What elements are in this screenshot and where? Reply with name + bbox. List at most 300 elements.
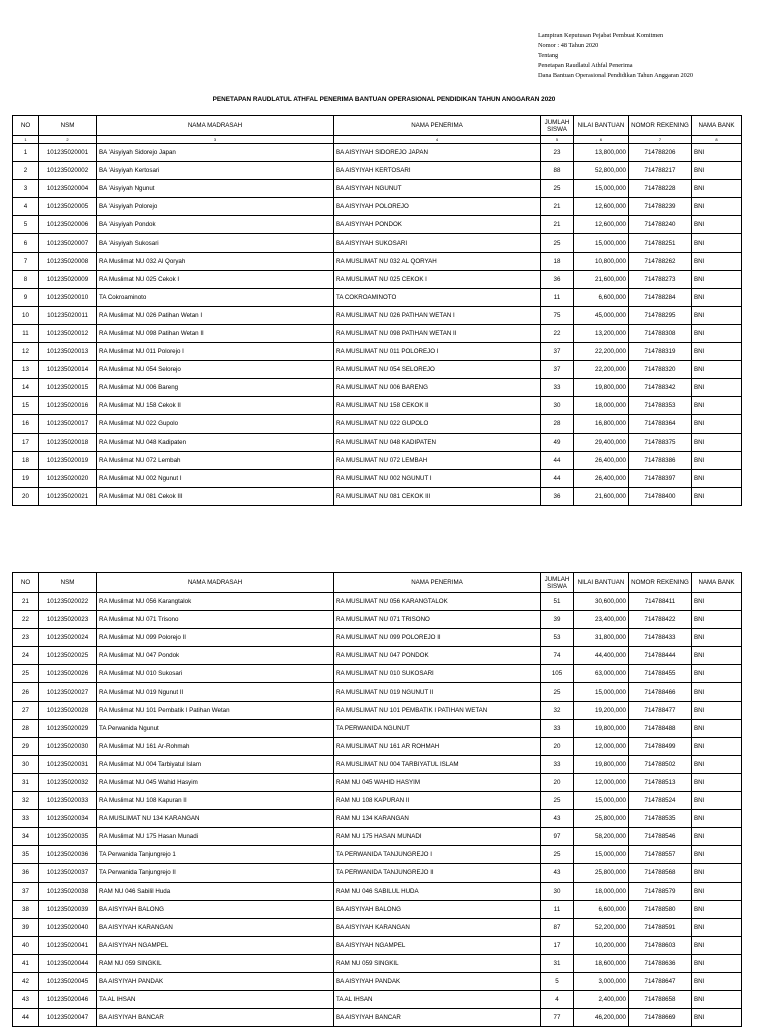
cell-nama-penerima: TA PERWANIDA TANJUNGREJO I [334,846,541,864]
cell-nilai-bantuan: 52,800,000 [574,162,629,180]
cell-nsm: 101235020010 [39,288,97,306]
cell-nomor-rekening: 714788319 [629,343,692,361]
cell-nama-bank: BNI [692,683,742,701]
cell-nilai-bantuan: 12,000,000 [574,773,629,791]
cell-jumlah-siswa: 21 [541,198,574,216]
cell-jumlah-siswa: 51 [541,593,574,611]
column-number-row [13,136,742,144]
cell-nilai-bantuan: 15,000,000 [574,180,629,198]
cell-nomor-rekening: 714788444 [629,647,692,665]
cell-nomor-rekening: 714788669 [629,1009,692,1027]
cell-nomor-rekening: 714788411 [629,593,692,611]
cell-no: 15 [13,397,39,415]
cell-nilai-bantuan: 13,200,000 [574,324,629,342]
cell-nilai-bantuan: 58,200,000 [574,828,629,846]
cell-nama-penerima: BA AISYIYAH KARANGAN [334,918,541,936]
cell-jumlah-siswa: 77 [541,1009,574,1027]
cell-nomor-rekening: 714788603 [629,936,692,954]
cell-nilai-bantuan: 22,200,000 [574,361,629,379]
table-row [13,846,742,864]
cell-no: 20 [13,487,39,505]
cell-nsm: 101235020038 [39,882,97,900]
cell-nama-penerima: RA MUSLIMAT NU 048 KADIPATEN [334,433,541,451]
cell-nsm: 101235020005 [39,198,97,216]
cell-nomor-rekening: 714788386 [629,451,692,469]
cell-nsm: 101235020020 [39,469,97,487]
cell-no: 28 [13,719,39,737]
cell-nilai-bantuan: 25,800,000 [574,810,629,828]
cell-nomor-rekening: 714788524 [629,792,692,810]
cell-nilai-bantuan: 46,200,000 [574,1009,629,1027]
cell-no: 24 [13,647,39,665]
cell-nsm: 101235020015 [39,379,97,397]
header-nomor-rekening: NOMOR REKENING [629,573,692,593]
column-number: 7 [629,136,692,144]
cell-no: 27 [13,701,39,719]
cell-nilai-bantuan: 21,600,000 [574,487,629,505]
column-number: 6 [574,136,629,144]
cell-nama-penerima: RA MUSLIMAT NU 032 AL QORYAH [334,252,541,270]
cell-nsm: 101235020006 [39,216,97,234]
cell-nama-madrasah: RA Muslimat NU 047 Pondok [97,647,334,665]
cell-jumlah-siswa: 43 [541,810,574,828]
cell-nama-penerima: TA AL IHSAN [334,991,541,1009]
header-row [13,573,742,593]
cell-nsm: 101235020046 [39,991,97,1009]
cell-nsm: 101235020009 [39,270,97,288]
cell-nama-bank: BNI [692,882,742,900]
column-number: 1 [13,136,39,144]
cell-no: 19 [13,469,39,487]
cell-nilai-bantuan: 19,200,000 [574,701,629,719]
cell-nama-penerima: BA AISYIYAH PONDOK [334,216,541,234]
cell-jumlah-siswa: 33 [541,379,574,397]
cell-nomor-rekening: 714788591 [629,918,692,936]
cell-nama-bank: BNI [692,252,742,270]
cell-nama-penerima: RAM NU 046 SABILUL HUDA [334,882,541,900]
lampiran-line: Dana Bantuan Operasional Pendidikan Tahun Anggaran 2020 [538,72,694,79]
cell-nama-penerima: RA MUSLIMAT NU 072 LEMBAH [334,451,541,469]
cell-no: 25 [13,665,39,683]
cell-nilai-bantuan: 44,400,000 [574,647,629,665]
cell-nama-bank: BNI [692,737,742,755]
cell-jumlah-siswa: 22 [541,324,574,342]
table-row [13,792,742,810]
cell-nilai-bantuan: 63,000,000 [574,665,629,683]
table-row [13,683,742,701]
table-row [13,324,742,342]
table-row [13,252,742,270]
cell-no: 16 [13,415,39,433]
cell-nama-bank: BNI [692,379,742,397]
cell-nsm: 101235020047 [39,1009,97,1027]
cell-no: 11 [13,324,39,342]
cell-nama-bank: BNI [692,936,742,954]
cell-nama-madrasah: RA Muslimat NU 072 Lembah [97,451,334,469]
cell-no: 4 [13,198,39,216]
cell-nama-bank: BNI [692,918,742,936]
table-row [13,918,742,936]
lampiran-line: Lampiran Keputusan Pejabat Pembuat Komitmen [538,32,664,39]
cell-jumlah-siswa: 25 [541,234,574,252]
cell-jumlah-siswa: 23 [541,144,574,162]
cell-nama-madrasah: TA Perwanida Ngunut [97,719,334,737]
cell-nama-bank: BNI [692,397,742,415]
cell-nomor-rekening: 714788240 [629,216,692,234]
cell-nama-bank: BNI [692,972,742,990]
cell-nama-madrasah: BA AISYIYAH BALONG [97,900,334,918]
cell-nama-penerima: BA AISYIYAH KERTOSARI [334,162,541,180]
cell-nama-bank: BNI [692,792,742,810]
cell-no: 35 [13,846,39,864]
header-jumlah-siswa-line-2: SISWA [547,582,567,590]
header-jumlah-siswa [541,116,574,136]
cell-nsm: 101235020026 [39,665,97,683]
cell-nama-penerima: RA MUSLIMAT NU 006 BARENG [334,379,541,397]
cell-nama-bank: BNI [692,846,742,864]
cell-jumlah-siswa: 32 [541,701,574,719]
table-row [13,954,742,972]
cell-nilai-bantuan: 23,400,000 [574,611,629,629]
cell-nama-bank: BNI [692,611,742,629]
cell-nama-penerima: BA AISYIYAH BANCAR [334,1009,541,1027]
cell-nsm: 101235020025 [39,647,97,665]
header-jumlah-siswa-line-2: SISWA [547,125,567,133]
cell-nama-bank: BNI [692,991,742,1009]
table-body [13,593,742,1027]
header-nilai-bantuan: NILAI BANTUAN [574,573,629,593]
cell-jumlah-siswa: 21 [541,216,574,234]
table-row [13,487,742,505]
cell-nama-bank: BNI [692,629,742,647]
table-row [13,198,742,216]
cell-nsm: 101235020028 [39,701,97,719]
cell-nilai-bantuan: 13,800,000 [574,144,629,162]
cell-nama-penerima: RA MUSLIMAT NU 026 PATIHAN WETAN I [334,306,541,324]
cell-nsm: 101235020037 [39,864,97,882]
table-row [13,397,742,415]
cell-nomor-rekening: 714788342 [629,379,692,397]
table-row [13,433,742,451]
cell-nama-madrasah: RA Muslimat NU 026 Patihan Wetan I [97,306,334,324]
table-row [13,991,742,1009]
table-body [13,144,742,506]
cell-nama-bank: BNI [692,487,742,505]
cell-jumlah-siswa: 20 [541,773,574,791]
cell-nama-madrasah: RA Muslimat NU 099 Polorejo II [97,629,334,647]
cell-nilai-bantuan: 19,800,000 [574,755,629,773]
cell-nama-madrasah: RA Muslimat NU 054 Selorejo [97,361,334,379]
cell-jumlah-siswa: 30 [541,397,574,415]
cell-jumlah-siswa: 75 [541,306,574,324]
cell-nama-penerima: TA COKROAMINOTO [334,288,541,306]
cell-nilai-bantuan: 18,600,000 [574,954,629,972]
cell-nilai-bantuan: 26,400,000 [574,469,629,487]
table-row [13,773,742,791]
cell-no: 39 [13,918,39,936]
lampiran-block [538,31,762,81]
cell-nsm: 101235020021 [39,487,97,505]
cell-nomor-rekening: 714788364 [629,415,692,433]
table-row [13,810,742,828]
column-number: 8 [692,136,742,144]
cell-jumlah-siswa: 33 [541,755,574,773]
cell-no: 13 [13,361,39,379]
column-number: 3 [97,136,334,144]
cell-nama-penerima: RA MUSLIMAT NU 056 KARANGTALOK [334,593,541,611]
cell-nama-madrasah: RA Muslimat NU 056 Karangtalok [97,593,334,611]
cell-nilai-bantuan: 12,600,000 [574,216,629,234]
cell-nilai-bantuan: 22,200,000 [574,343,629,361]
cell-nilai-bantuan: 19,800,000 [574,719,629,737]
cell-nsm: 101235020029 [39,719,97,737]
cell-nilai-bantuan: 12,600,000 [574,198,629,216]
cell-nama-penerima: RA MUSLIMAT NU 101 PEMBATIK I PATIHAN WETAN [334,701,541,719]
cell-nama-bank: BNI [692,361,742,379]
cell-nama-madrasah: RA Muslimat NU 098 Patihan Wetan II [97,324,334,342]
table-row [13,882,742,900]
cell-nama-madrasah: RAM NU 059 SINGKIL [97,954,334,972]
cell-nsm: 101235020045 [39,972,97,990]
cell-nama-penerima: BA AISYIYAH BALONG [334,900,541,918]
cell-no: 7 [13,252,39,270]
header-nilai-bantuan: NILAI BANTUAN [574,116,629,136]
cell-nomor-rekening: 714788488 [629,719,692,737]
cell-nama-madrasah: RA Muslimat NU 010 Sukosari [97,665,334,683]
cell-jumlah-siswa: 30 [541,882,574,900]
cell-no: 36 [13,864,39,882]
cell-nama-penerima: RA MUSLIMAT NU 025 CEKOK I [334,270,541,288]
cell-nama-madrasah: RA Muslimat NU 006 Bareng [97,379,334,397]
cell-jumlah-siswa: 43 [541,864,574,882]
cell-jumlah-siswa: 25 [541,180,574,198]
cell-nama-bank: BNI [692,270,742,288]
cell-nama-bank: BNI [692,1009,742,1027]
cell-nama-madrasah: RA Muslimat NU 019 Ngunut II [97,683,334,701]
table-row [13,701,742,719]
cell-nama-bank: BNI [692,180,742,198]
cell-nama-madrasah: BA AISYIYAH PANDAK [97,972,334,990]
cell-nama-madrasah: RA Muslimat NU 022 Gupolo [97,415,334,433]
cell-no: 41 [13,954,39,972]
cell-nilai-bantuan: 21,600,000 [574,270,629,288]
cell-nilai-bantuan: 31,800,000 [574,629,629,647]
cell-nsm: 101235020035 [39,828,97,846]
column-number: 4 [334,136,541,144]
cell-no: 22 [13,611,39,629]
table-row [13,828,742,846]
cell-nama-madrasah: TA Perwanida Tanjungrejo II [97,864,334,882]
cell-nomor-rekening: 714788477 [629,701,692,719]
cell-nama-madrasah: BA AISYIYAH NGAMPEL [97,936,334,954]
cell-nama-madrasah: RA Muslimat NU 048 Kadipaten [97,433,334,451]
cell-nama-madrasah: BA AISYIYAH BANCAR [97,1009,334,1027]
cell-nomor-rekening: 714788320 [629,361,692,379]
cell-nomor-rekening: 714788466 [629,683,692,701]
cell-nomor-rekening: 714788295 [629,306,692,324]
cell-no: 40 [13,936,39,954]
table-row [13,611,742,629]
cell-nama-madrasah: RA Muslimat NU 002 Ngunut I [97,469,334,487]
cell-nama-penerima: BA AISYIYAH NGUNUT [334,180,541,198]
header-nomor-rekening: NOMOR REKENING [629,116,692,136]
cell-nsm: 101235020002 [39,162,97,180]
cell-nsm: 101235020007 [39,234,97,252]
cell-nama-penerima: RA MUSLIMAT NU 019 NGUNUT II [334,683,541,701]
header-nsm: NSM [39,116,97,136]
cell-nama-penerima: RA MUSLIMAT NU 002 NGUNUT I [334,469,541,487]
header-nama-bank: NAMA BANK [692,116,742,136]
cell-nama-madrasah: BA 'Aisyiyah Sidorejo Japan [97,144,334,162]
cell-nama-bank: BNI [692,719,742,737]
cell-nomor-rekening: 714788513 [629,773,692,791]
header-row [13,116,742,136]
cell-nilai-bantuan: 52,200,000 [574,918,629,936]
table-row [13,469,742,487]
cell-nilai-bantuan: 12,000,000 [574,737,629,755]
cell-nama-bank: BNI [692,324,742,342]
cell-nama-madrasah: TA AL IHSAN [97,991,334,1009]
cell-nama-penerima: RAM NU 059 SINGKIL [334,954,541,972]
table-row [13,451,742,469]
table-row [13,755,742,773]
cell-nilai-bantuan: 29,400,000 [574,433,629,451]
header-jumlah-siswa-line-1: JUMLAH [544,118,570,126]
cell-nomor-rekening: 714788308 [629,324,692,342]
cell-no: 2 [13,162,39,180]
cell-nsm: 101235020019 [39,451,97,469]
cell-no: 30 [13,755,39,773]
cell-no: 6 [13,234,39,252]
cell-jumlah-siswa: 18 [541,252,574,270]
cell-jumlah-siswa: 74 [541,647,574,665]
cell-nama-bank: BNI [692,216,742,234]
cell-nama-bank: BNI [692,828,742,846]
cell-no: 1 [13,144,39,162]
cell-nama-madrasah: BA 'Aisyiyah Ngunut [97,180,334,198]
cell-jumlah-siswa: 5 [541,972,574,990]
cell-nomor-rekening: 714788546 [629,828,692,846]
cell-nama-bank: BNI [692,864,742,882]
header-no: NO [13,573,39,593]
cell-jumlah-siswa: 97 [541,828,574,846]
cell-jumlah-siswa: 28 [541,415,574,433]
cell-nsm: 101235020001 [39,144,97,162]
cell-nama-madrasah: RA Muslimat NU 045 Wahid Hasyim [97,773,334,791]
cell-nama-bank: BNI [692,701,742,719]
cell-nama-bank: BNI [692,433,742,451]
cell-nama-madrasah: TA Cokroaminoto [97,288,334,306]
cell-nsm: 101235020008 [39,252,97,270]
cell-nomor-rekening: 714788647 [629,972,692,990]
cell-nama-madrasah: RA Muslimat NU 032 Al Qoryah [97,252,334,270]
cell-nama-penerima: RAM NU 175 HASAN MUNADI [334,828,541,846]
cell-nama-madrasah: TA Perwanida Tanjungrejo 1 [97,846,334,864]
cell-jumlah-siswa: 44 [541,451,574,469]
table-row [13,936,742,954]
cell-nomor-rekening: 714788400 [629,487,692,505]
cell-jumlah-siswa: 25 [541,792,574,810]
table-row [13,1009,742,1027]
cell-nama-madrasah: RA Muslimat NU 071 Trisono [97,611,334,629]
cell-jumlah-siswa: 53 [541,629,574,647]
cell-nilai-bantuan: 18,000,000 [574,397,629,415]
cell-no: 26 [13,683,39,701]
header-jumlah-siswa-line-1: JUMLAH [544,575,570,583]
table-row [13,180,742,198]
cell-no: 21 [13,593,39,611]
cell-jumlah-siswa: 44 [541,469,574,487]
cell-nama-bank: BNI [692,162,742,180]
header-nama-penerima: NAMA PENERIMA [334,573,541,593]
cell-no: 29 [13,737,39,755]
cell-nsm: 101235020044 [39,954,97,972]
document-title: PENETAPAN RAUDLATUL ATHFAL PENERIMA BANTUAN OPERASIONAL PENDIDIKAN TAHUN ANGGARAN 2020 [212,96,556,103]
cell-nama-bank: BNI [692,343,742,361]
cell-nama-penerima: RA MUSLIMAT NU 010 SUKOSARI [334,665,541,683]
cell-nama-madrasah: RA Muslimat NU 011 Polorejo I [97,343,334,361]
cell-nilai-bantuan: 15,000,000 [574,683,629,701]
cell-nama-bank: BNI [692,773,742,791]
cell-nama-penerima: TA PERWANIDA NGUNUT [334,719,541,737]
cell-no: 34 [13,828,39,846]
cell-nsm: 101235020011 [39,306,97,324]
cell-jumlah-siswa: 37 [541,343,574,361]
cell-nsm: 101235020023 [39,611,97,629]
cell-no: 17 [13,433,39,451]
cell-nama-bank: BNI [692,647,742,665]
header-nama-madrasah: NAMA MADRASAH [97,116,334,136]
cell-nomor-rekening: 714788273 [629,270,692,288]
cell-nsm: 101235020016 [39,397,97,415]
cell-nama-penerima: RA MUSLIMAT NU 054 SELOREJO [334,361,541,379]
cell-nilai-bantuan: 19,800,000 [574,379,629,397]
table-row [13,234,742,252]
recipient-table-page-1 [12,115,742,506]
cell-nama-penerima: RA MUSLIMAT NU 011 POLOREJO I [334,343,541,361]
lampiran-line: Penetapan Raudlatul Athfal Penerima [538,62,633,69]
cell-nama-madrasah: RAM NU 046 Sabilil Huda [97,882,334,900]
table-row [13,900,742,918]
cell-nama-penerima: RA MUSLIMAT NU 158 CEKOK II [334,397,541,415]
cell-nama-madrasah: BA AISYIYAH KARANGAN [97,918,334,936]
cell-nama-bank: BNI [692,144,742,162]
cell-jumlah-siswa: 88 [541,162,574,180]
cell-nsm: 101235020013 [39,343,97,361]
cell-nilai-bantuan: 3,000,000 [574,972,629,990]
cell-nama-penerima: BA AISYIYAH NGAMPEL [334,936,541,954]
cell-nama-madrasah: RA Muslimat NU 101 Pembatik I Patihan Wetan [97,701,334,719]
cell-nama-penerima: RA MUSLIMAT NU 071 TRISONO [334,611,541,629]
cell-nama-penerima: BA AISYIYAH PANDAK [334,972,541,990]
cell-nilai-bantuan: 25,800,000 [574,864,629,882]
cell-no: 23 [13,629,39,647]
cell-no: 10 [13,306,39,324]
cell-nama-madrasah: BA 'Aisyiyah Polorejo [97,198,334,216]
header-nsm: NSM [39,573,97,593]
cell-nomor-rekening: 714788206 [629,144,692,162]
header-nama-penerima: NAMA PENERIMA [334,116,541,136]
cell-nilai-bantuan: 15,000,000 [574,234,629,252]
cell-nsm: 101235020040 [39,918,97,936]
cell-nama-madrasah: RA Muslimat NU 108 Kapuran II [97,792,334,810]
cell-nama-bank: BNI [692,900,742,918]
cell-nomor-rekening: 714788455 [629,665,692,683]
cell-jumlah-siswa: 11 [541,288,574,306]
cell-nama-bank: BNI [692,469,742,487]
cell-nilai-bantuan: 45,000,000 [574,306,629,324]
header-nama-madrasah: NAMA MADRASAH [97,573,334,593]
